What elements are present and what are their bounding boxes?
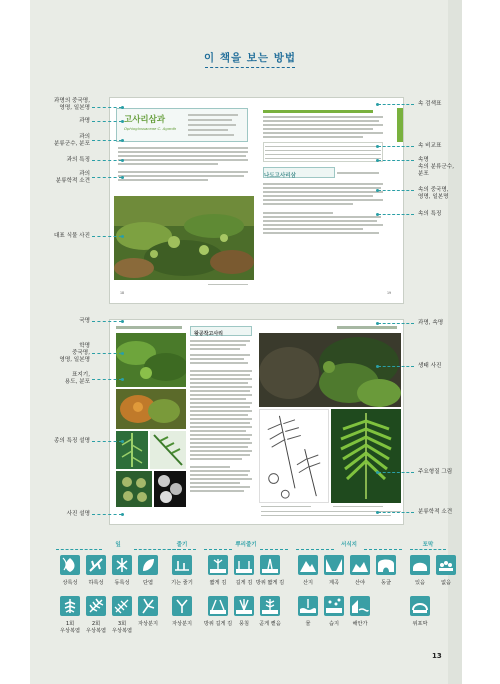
spread1-left-page: [110, 98, 256, 303]
family-name-lat: Ophioglossaceae C. Agardh: [124, 126, 177, 131]
species-photo-1: [116, 333, 186, 387]
evergreen-label: 상록성: [62, 580, 78, 586]
label-representative-photo: 대표 식물 사진: [54, 233, 90, 239]
pinnate-1-label: 1회 우상복엽: [59, 621, 81, 634]
creeping-stem-icon: [172, 555, 192, 575]
simple-leaf-label: 단엽: [142, 580, 154, 586]
long-creeping-icon: [234, 555, 254, 575]
genus-tab-marker: [397, 108, 403, 142]
coast-label: 해안가: [352, 621, 368, 627]
label-family-genus-name: 과명, 속명: [418, 320, 444, 326]
label-scientific-foreign-names: 학명 중국명, 영명, 일본명: [59, 343, 90, 363]
tufted-icon: [234, 596, 254, 616]
legend-section-rhizome: 뿌리줄기: [235, 542, 257, 548]
mountain-icon: [298, 555, 318, 575]
tufted-label: 뭉침: [238, 621, 250, 627]
valley-label: 계곡: [328, 580, 340, 586]
species-photo-2: [116, 389, 186, 429]
label-key-character-drawing: 주요형질 그림: [418, 469, 453, 475]
field-label: 산야: [354, 580, 366, 586]
indusium-present-icon: [410, 555, 430, 575]
sample-spread-species: [110, 320, 403, 524]
valley-icon: [324, 555, 344, 575]
short-creeping-label: 짧게 김: [209, 580, 227, 586]
page-title: 이 책을 보는 방법: [204, 52, 296, 64]
species-photo-6: [154, 471, 186, 507]
long-ascending-icon: [208, 596, 228, 616]
long-creeping-label: 길게 김: [235, 580, 253, 586]
label-genus-name-taxa: 속명 속의 분류군수, 분포: [418, 157, 454, 177]
label-genus-key: 속 검색표: [418, 101, 442, 107]
water-icon: [298, 596, 318, 616]
pinnate-2-icon: [86, 596, 106, 616]
page-number: 13: [432, 652, 442, 660]
legend-section-leaf: 잎: [115, 542, 121, 548]
erect-icon: [260, 596, 280, 616]
mountain-label: 산지: [302, 580, 314, 586]
sample-spread-family: [110, 98, 403, 303]
key-character-drawing: [259, 409, 329, 503]
short-creeping-icon: [208, 555, 228, 575]
legend-section-stem: 줄기: [176, 542, 188, 548]
indusium-present-label: 있음: [414, 580, 426, 586]
species-name-kr: 왕공작고사리: [194, 331, 223, 337]
representative-plant-photo: [114, 196, 254, 280]
frond-photo: [331, 409, 401, 503]
pinnate-3-icon: [112, 596, 132, 616]
spread2-right-page: [257, 320, 403, 524]
label-family-foreign-names: 과명의 중국명, 영명, 일본명: [54, 98, 90, 111]
ecology-photo: [259, 333, 401, 407]
pinnate-3-label: 3회 우상복엽: [111, 621, 133, 634]
label-genus-features: 속의 특징: [418, 211, 442, 217]
water-label: 물: [305, 621, 311, 627]
label-genus-comparison: 속 비교표: [418, 143, 442, 149]
species-photo-5: [116, 471, 152, 507]
creeping-stem-label: 기는 줄기: [171, 580, 193, 586]
spread1-right-page-number: 19: [387, 291, 392, 295]
genus-name-kr: 나도고사리삼: [264, 173, 296, 179]
field-icon: [350, 555, 370, 575]
title-underline: [205, 67, 295, 68]
legend-section-habitat: 서식지: [341, 542, 357, 548]
label-ecology-photo: 생태 사진: [418, 363, 442, 369]
pinnate-2-label: 2회 우상복엽: [85, 621, 107, 634]
pinnate-1-icon: [60, 596, 80, 616]
label-family-taxa-distribution: 과의 분류군수, 분포: [54, 134, 90, 147]
page-header-bar: [337, 326, 397, 329]
wetland-label: 습지: [328, 621, 340, 627]
long-ascending-label: 방위 길게 김: [203, 621, 233, 627]
legend-section-indusium: 포막: [422, 542, 434, 548]
cave-label: 동굴: [380, 580, 392, 586]
dichotomous-leaf-label: 자상분지: [137, 621, 159, 627]
short-ascending-label: 방위 짧게 김: [255, 580, 285, 586]
species-photo-3: [116, 431, 148, 469]
summergreen-icon: [86, 555, 106, 575]
label-family-name: 과명: [79, 118, 90, 124]
dichotomous-stem-label: 자상분지: [171, 621, 193, 627]
label-family-features: 과의 특징: [66, 157, 90, 163]
dichotomous-leaf-icon: [138, 596, 158, 616]
wintergreen-icon: [112, 555, 132, 575]
cave-icon: [376, 555, 396, 575]
species-photo-4: [150, 431, 186, 469]
family-name-kr: 고사리삼과: [124, 115, 166, 125]
label-species-description: 종의 특징 설명: [54, 438, 90, 444]
wintergreen-label: 동록성: [114, 580, 130, 586]
coast-icon: [350, 596, 370, 616]
dichotomous-stem-icon: [172, 596, 192, 616]
label-korean-name: 국명: [79, 318, 90, 324]
spread1-right-page: [257, 98, 403, 303]
label-status-use-distribution: 표지기, 용도, 분포: [64, 372, 90, 385]
label-taxonomic-notes: 분류학적 소견: [418, 509, 453, 515]
page-header-bar: [116, 326, 182, 329]
false-indusium-label: 위포막: [412, 621, 428, 627]
wetland-icon: [324, 596, 344, 616]
spread2-left-page: [110, 320, 256, 524]
label-genus-foreign-names: 속의 중국명, 영명, 일본명: [418, 187, 449, 200]
simple-leaf-icon: [138, 555, 158, 575]
evergreen-icon: [60, 555, 80, 575]
summergreen-label: 하록성: [88, 580, 104, 586]
spread1-left-page-number: 18: [120, 291, 125, 295]
label-photo-caption: 사진 설명: [66, 511, 90, 517]
false-indusium-icon: [410, 596, 430, 616]
genus-compare-table: [263, 142, 383, 162]
erect-label: 곧게 뻗음: [259, 621, 281, 627]
short-ascending-icon: [260, 555, 280, 575]
indusium-absent-icon: [436, 555, 456, 575]
indusium-absent-label: 없음: [440, 580, 452, 586]
label-family-taxonomic-notes: 과의 분류학적 소견: [55, 171, 90, 184]
